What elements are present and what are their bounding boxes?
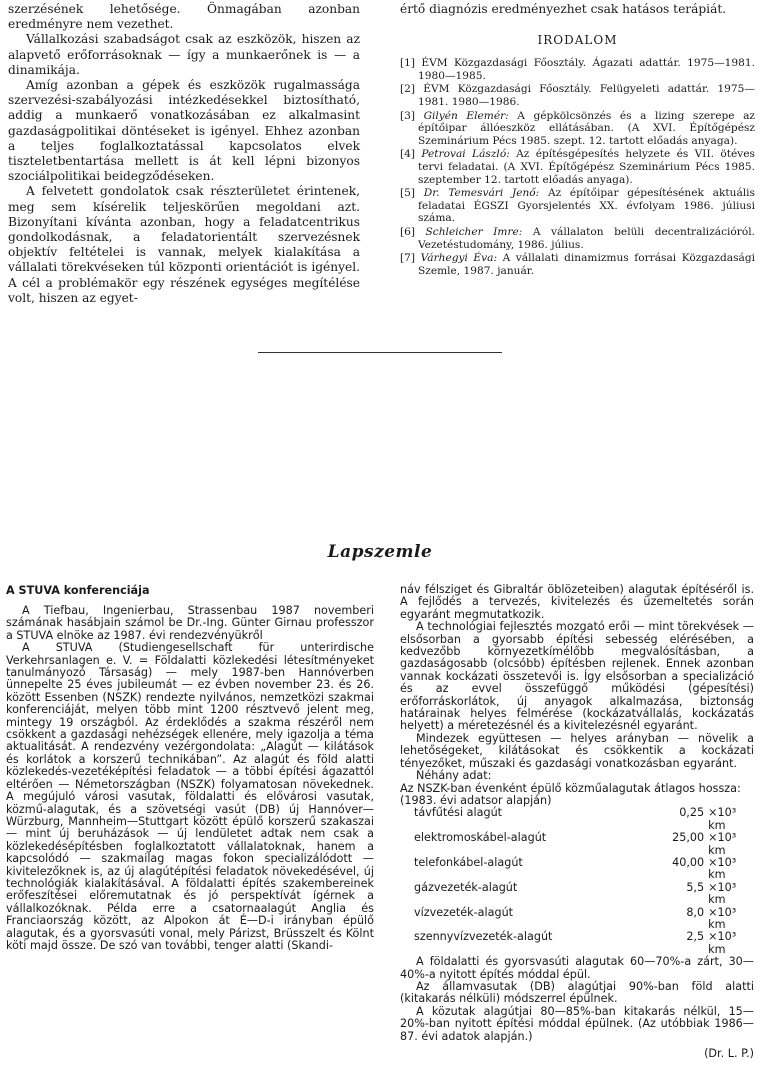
table-row: gázvezeték-alagút 5,5 ×10³ km (414, 880, 737, 907)
table-row: elektromoskábel-alagút 25,00 ×10³ km (414, 831, 737, 857)
section-title: Lapszemle (327, 542, 433, 562)
paragraph: Amíg azonban a gépek és eszközök rugalmassága szervezési-szabályozási intézkedésekkel biztosítható, addig a munkaerő vonatkozásában ez alkalmasint gazdaságpolitikai döntéseket is igényel. Ehhez azonban a teljes foglalkoztatással kapcsolatos elvek tiszteletbentartása mellett is át kell lépni bizonyos szociálpolitikai beidegződéseken. (8, 78, 360, 184)
paragraph: A földalatti és gyorsvasúti alagutak 60—70%-a zárt, 30—40%-a nyitott építés móddal épül. (400, 955, 754, 981)
paragraph: értő diagnózis eredményezhet csak hatásos terápiát. (400, 2, 727, 16)
reference-item: [4] Petrovai László: Az építésgépesítés helyzete és VII. ötéves tervi feladatai. (A XVI. Építőgépész Szeminárium Pécs 1985. szeptember 12. tartott előadás anyaga). (400, 148, 755, 186)
section-divider (258, 352, 502, 353)
paragraph: Néhány adat: (416, 769, 492, 783)
table-row: szennyvízvezeték-alagút 2,5 ×10³ km (414, 930, 737, 956)
paragraph: szerzésének lehetősége. Önmagában azonban eredményre nem vezethet. (8, 2, 360, 32)
reference-list (400, 57, 755, 277)
article-subhead: A STUVA konferenciája (6, 584, 150, 597)
author-signature: (Dr. L. P.) (704, 1047, 754, 1061)
review-column-right (400, 584, 754, 1060)
paragraph: Az NSZK-ban évenként épülő közműalagutak átlagos hossza: (400, 781, 741, 795)
reference-item: [3] Gilyén Elemér: A gépkölcsönzés és a lizing szerepe az építőipar állóeszköz ellátásában. (A XVI. Építőgépész Szeminárium Pécs 1985. szept. 12. tartott előadás anyaga). (400, 109, 755, 147)
paragraph: náv félsziget és Gibraltár öblözeteiben) alagutak építéséről is. A fejlődés a tervezés, kivitelezés és üzemeltetés során egyaránt megmutatkozik. (400, 583, 754, 621)
reference-item: [5] Dr. Temesvári Jenő: Az építőipar gépesítésének aktuális feladatai ÉGSZI Gyorsjelentés XX. évfolyam 1986. júliusi száma. (400, 187, 755, 225)
paragraph: A közutak alagútjai 80—85%-ban kitakarás nélkül, 15—20%-ban nyitott építési móddal épülnek. (Az utóbbiak 1986—87. évi adatok alapján.) (400, 1004, 754, 1043)
article-continuation-right (400, 2, 755, 278)
reference-item: [6] Schleicher Imre: A vállalaton belüli decentralizációról. Vezetéstudomány, 1986. július. (400, 225, 755, 251)
reference-item: [1] ÉVM Közgazdasági Főosztály. Ágazati adattár. 1975—1981. 1980—1985. (400, 57, 755, 82)
reference-item: [7] Várhegyi Éva: A vállalati dinamizmus forrásai Közgazdasági Szemle, 1987. január. (400, 252, 756, 277)
paragraph: (1983. évi adatsor alapján) (400, 793, 552, 807)
paragraph: Mindezek együttesen — helyes arányban — növelik a lehetőségeket, kilátásokat és csökkentik a kockázati tényezőket, műszaki és gazdasági vonatkozásban egyaránt. (400, 731, 754, 770)
reference-item: [2] ÉVM Közgazdasági Főosztály. Felügyeleti adattár. 1975—1981. 1980—1986. (400, 83, 755, 108)
data-table (400, 807, 754, 956)
table-row: távfűtési alagút 0,25 ×10³ km (414, 806, 737, 832)
paragraph: Vállalkozási szabadságot csak az eszközök, hiszen az alapvető erőforrásoknak — így a munkaerőnek is — a dinamikája. (8, 32, 360, 77)
paragraph: A Tiefbau, Ingenierbau, Strassenbau 1987 novemberi számának hasábjain számol be Dr.-Ing. Günter Girnau professzor a STUVA elnöke az 1987. évi rendezvényükről (6, 604, 374, 642)
paragraph: A technológiai fejlesztés mozgató erői — mint törekvések — elsősorban a gyorsabb építési sebesség elérésében, a kedvezőbb környezetkímélőbb megvalósításban, a gazdaságosabb (olcsóbb) építésben rejlenek. Ennek azonban vannak kockázati összetevői is. Így elsősorban a specializáció és az evvel összefüggő működési (gépesítési) erőforráskorlátok, új anyagok alkalmazása, biztonság határainak helyes felmérése (kockázatvállalás, kockázatás helyett) a méretezésnél és a kivitelezésnél egyaránt. (400, 620, 754, 733)
article-continuation-left (8, 2, 360, 306)
review-column-left (6, 584, 374, 952)
paragraph: Az államvasutak (DB) alagútjai 90%-ban föld alatti (kitakarás nélküli) módszerrel épülnek. (400, 980, 754, 1006)
paragraph: A STUVA (Studiengesellschaft für unterirdische Verkehrsanlagen e. V. = Földalatti közlekedési létesítményeket tanulmányozó Társaság) — mely 1987-ben Hannóverben ünnepelte 25 éves jubileumát — ez évben november 23. és 26. között Essenben (NSZK) rendezte nyilvános, nemzetközi szakmai konferenciáját, melyen több mint 1200 résztvevő jelent meg, mintegy 19 országból. Az érdeklődés a szakma részéről nem csökkent a gazdasági nehézségek ellenére, mely igazolja a téma aktualitását. A rendezvény vezérgondolata: „Alagút — kilátások és korlátok a korszerű technikában”. Az alagút és föld alatti közlekedés-vezetéképítési feladatok — a többi építési ágazattól eltérően — Németországban (NSZK) folyamatosan növekednek. A megújuló városi vasutak, földalatti és elővárosi vasutak, közmű-alagutak, és a szövetségi vasút (DB) új Hannóver—Würzburg, Mannheim—Stuttgart között épülő korszerű szakaszai — mint új beruházások — új lendületet adtak nem csak a közlekedésépítésben foglalkoztatott vállalatoknak, hanem a kapcsolódó — szakmailag magas fokon specializálódott — kivitelezőknek is, az új alagútépítési feladatok növekedésével, új technológiák kialakításával. A földalatti építés szakembereinek erőfeszítései előremutatnak és jó perspektívát ígérnek a vállalkozóknak. Példa erre a csatornaalagút Anglia és Franciaország között, az Alpokon át É—D-i irányban épülő alagutak, és a gyorsvasúti vonal, mely Párizst, Brüsszelt és Kölnt köti majd össze. De szó van további, tenger alatti (Skandi- (6, 641, 374, 952)
table-row: telefonkábel-alagút 40,00 ×10³ km (414, 855, 737, 882)
paragraph: A felvetett gondolatok csak részterületet érintenek, meg sem kísérelik teljeskörűen megoldani azt. Bizonyítani kívánta azonban, hogy a feladatcentrikus gondolkodásnak, a feladatorientált szervezésnek objektív feltételei is vannak, melyek kialakítása a vállalati törekvéseken túl központi orientációt is igényel. A cél a problémakör egy részének egységes megítélése volt, hiszen az egyet- (8, 184, 360, 305)
references-heading: IRODALOM (537, 33, 618, 48)
table-row: vízvezeték-alagút 8,0 ×10³ km (414, 905, 737, 931)
